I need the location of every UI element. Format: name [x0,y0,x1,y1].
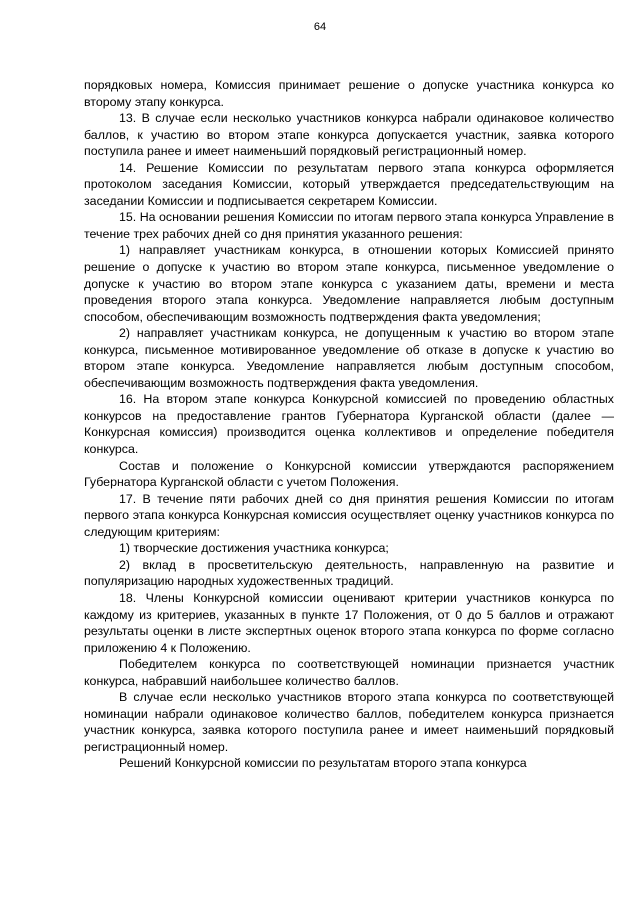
paragraph-item-13: 13. В случае если несколько участников конкурса набрали одинаковое количество баллов, к участию во втором этапе конкурса допускается участник, заявка которого поступила ранее и имеет наименьший порядковый регистрационный номер. [84,111,614,159]
paragraph-commission-composition: Состав и положение о Конкурсной комиссии утверждаются распоряжением Губернатора Курганской области с учетом Положения. [84,458,614,490]
paragraph-item-17-criterion-1: 1) творческие достижения участника конкурса; [119,541,389,556]
paragraph-decisions: Решений Конкурсной комиссии по результатам второго этапа конкурса [119,756,527,771]
paragraph-item-15-sub-1: 1) направляет участникам конкурса, в отношении которых Комиссией принято решение о допуске к участию во втором этапе конкурса, письменное уведомление о допуске к участию во втором этапе конкурса с указанием даты, времени и места проведения второго этапа конкурса. Уведомление направляется любым доступным способом, обеспечивающим возможность подтверждения факта уведомления; [84,243,614,324]
paragraph-tie-rule: В случае если несколько участников второго этапа конкурса по соответствующей номинации набрали одинаковое количество баллов, победителем конкурса признается участник конкурса, заявка которого поступила ранее и имеет наименьший порядковый регистрационный номер. [84,690,614,754]
paragraph-item-15: 15. На основании решения Комиссии по итогам первого этапа конкурса Управление в течение трех рабочих дней со дня принятия указанного решения: [84,210,614,241]
paragraph-item-16: 16. На втором этапе конкурса Конкурсной комиссией по проведению областных конкурсов на предоставление грантов Губернатора Курганской области (далее — Конкурсная комиссия) производится оценка коллективов и определение победителя конкурса. [84,392,614,457]
document-body [84,77,614,772]
paragraph-winner-rule: Победителем конкурса по соответствующей номинации признается участник конкурса, набравший наибольшее количество баллов. [84,657,614,688]
paragraph-item-14: 14. Решение Комиссии по результатам первого этапа конкурса оформляется протоколом заседания Комиссии, который утверждается председательствующим на заседании Комиссии и подписывается секретарем Комиссии. [84,160,614,208]
paragraph-item-18: 18. Члены Конкурсной комиссии оценивают критерии участников конкурса по каждому из критериев, указанных в пункте 17 Положения, от 0 до 5 баллов и отражают результаты оценки в листе экспертных оценок второго этапа конкурса по форме согласно приложению 4 к Положению. [84,590,614,655]
paragraph-continuation: порядковых номера, Комиссия принимает решение о допуске участника конкурса ко второму этапу конкурса. [84,78,614,109]
paragraph-item-17-criterion-2: 2) вклад в просветительскую деятельность, направленную на развитие и популяризацию народных художественных традиций. [84,557,614,589]
paragraph-item-17: 17. В течение пяти рабочих дней со дня принятия решения Комиссии по итогам первого этапа конкурса Конкурсная комиссия осуществляет оценку участников конкурса по следующим критериям: [84,491,614,539]
paragraph-item-15-sub-2: 2) направляет участникам конкурса, не допущенным к участию во втором этапе конкурса, письменное мотивированное уведомление об отказе в допуске к участию во втором этапе конкурса. Уведомление направляется любым доступным способом, обеспечивающим возможность подтверждения факта уведомления. [84,326,614,390]
page-number: 64 [313,21,327,33]
